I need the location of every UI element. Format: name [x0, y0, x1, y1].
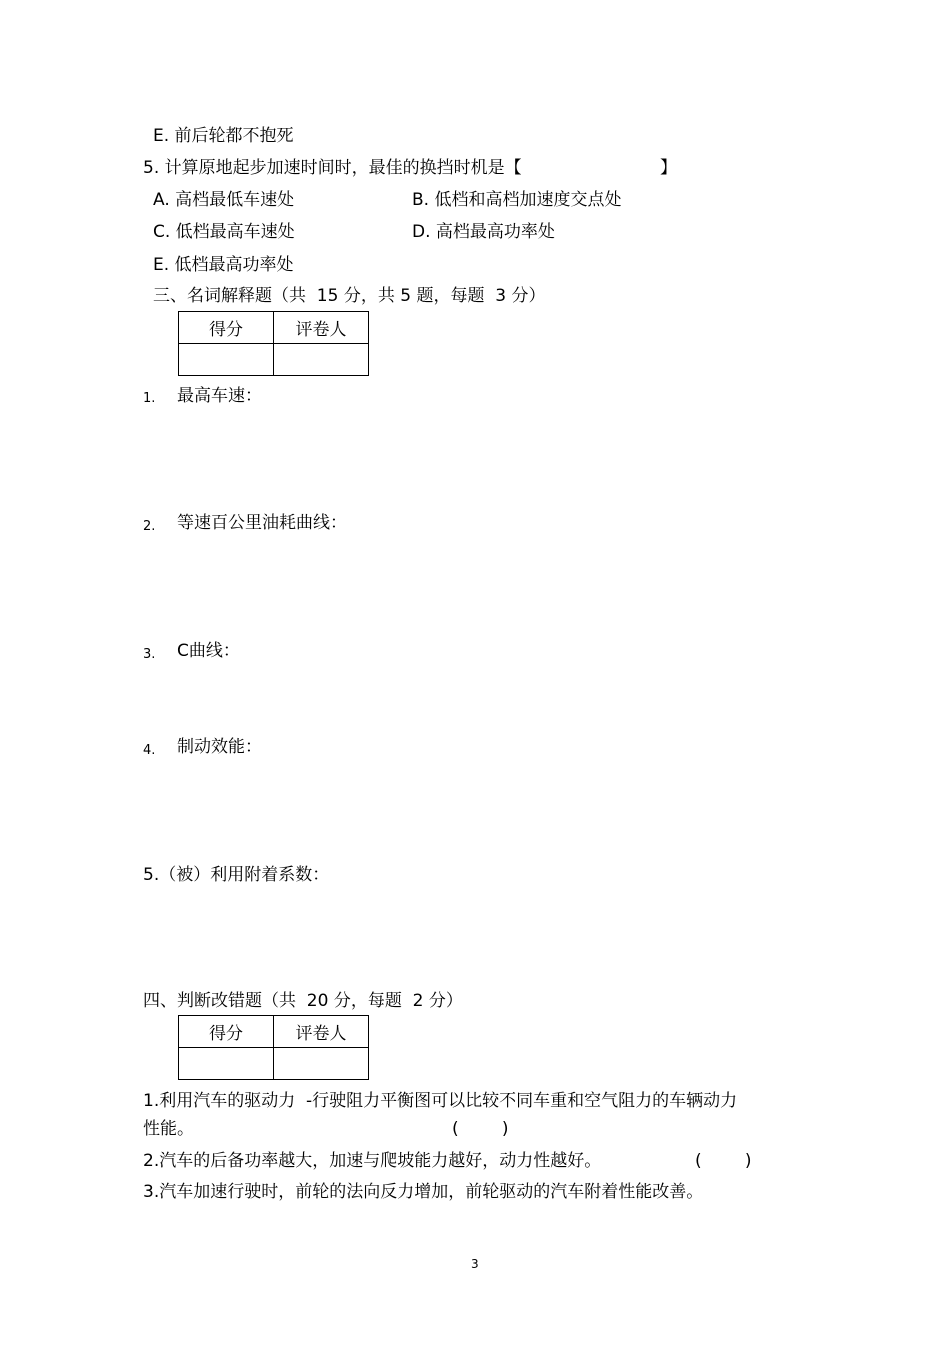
- q4-option-e: E. 前后轮都不抱死: [153, 126, 294, 146]
- section3-score-table: [178, 311, 369, 376]
- term-2-text: 等速百公里油耗曲线：: [177, 513, 347, 533]
- judge-q1-line1: 1.利用汽车的驱动力 -行驶阻力平衡图可以比较不同车重和空气阻力的车辆动力: [143, 1091, 738, 1111]
- section4-score-table: [178, 1015, 369, 1080]
- judge-q1-line2: 性能。: [143, 1119, 194, 1139]
- term-4-number: 4.: [143, 743, 156, 758]
- q5-option-e: E. 低档最高功率处: [153, 255, 294, 275]
- q5-option-a: A. 高档最低车速处: [153, 190, 295, 210]
- term-3-text: C曲线：: [177, 641, 240, 661]
- grader-cell: [274, 344, 369, 376]
- term-5-text: 5.（被）利用附着系数：: [143, 865, 330, 885]
- judge-q2-answer-paren: ( ): [695, 1151, 752, 1171]
- term-2-number: 2.: [143, 519, 156, 534]
- grader-header: 评卷人: [274, 1016, 369, 1048]
- term-1-text: 最高车速：: [177, 386, 262, 406]
- term-4-text: 制动效能：: [177, 737, 262, 757]
- grader-header: 评卷人: [274, 312, 369, 344]
- judge-q2: 2.汽车的后备功率越大，加速与爬坡能力越好，动力性越好。: [143, 1151, 602, 1171]
- q5-option-c: C. 低档最高车速处: [153, 222, 295, 242]
- q5-stem: 5. 计算原地起步加速时间时，最佳的换挡时机是【: [143, 158, 522, 178]
- term-3-number: 3.: [143, 647, 156, 662]
- judge-q3: 3.汽车加速行驶时，前轮的法向反力增加，前轮驱动的汽车附着性能改善。: [143, 1182, 704, 1202]
- score-cell: [179, 1048, 274, 1080]
- grader-cell: [274, 1048, 369, 1080]
- score-header: 得分: [179, 1016, 274, 1048]
- judge-q1-answer-paren: ( ): [452, 1119, 509, 1139]
- q5-option-d: D. 高档最高功率处: [412, 222, 555, 242]
- score-header: 得分: [179, 312, 274, 344]
- q5-bracket-close: 】: [660, 158, 677, 178]
- q5-option-b: B. 低档和高档加速度交点处: [412, 190, 622, 210]
- term-1-number: 1.: [143, 391, 156, 406]
- page-number: 3: [471, 1257, 479, 1271]
- score-cell: [179, 344, 274, 376]
- section4-title: 四、判断改错题（共 20 分，每题 2 分）: [143, 991, 463, 1011]
- section3-title: 三、名词解释题（共 15 分，共 5 题，每题 3 分）: [153, 286, 546, 306]
